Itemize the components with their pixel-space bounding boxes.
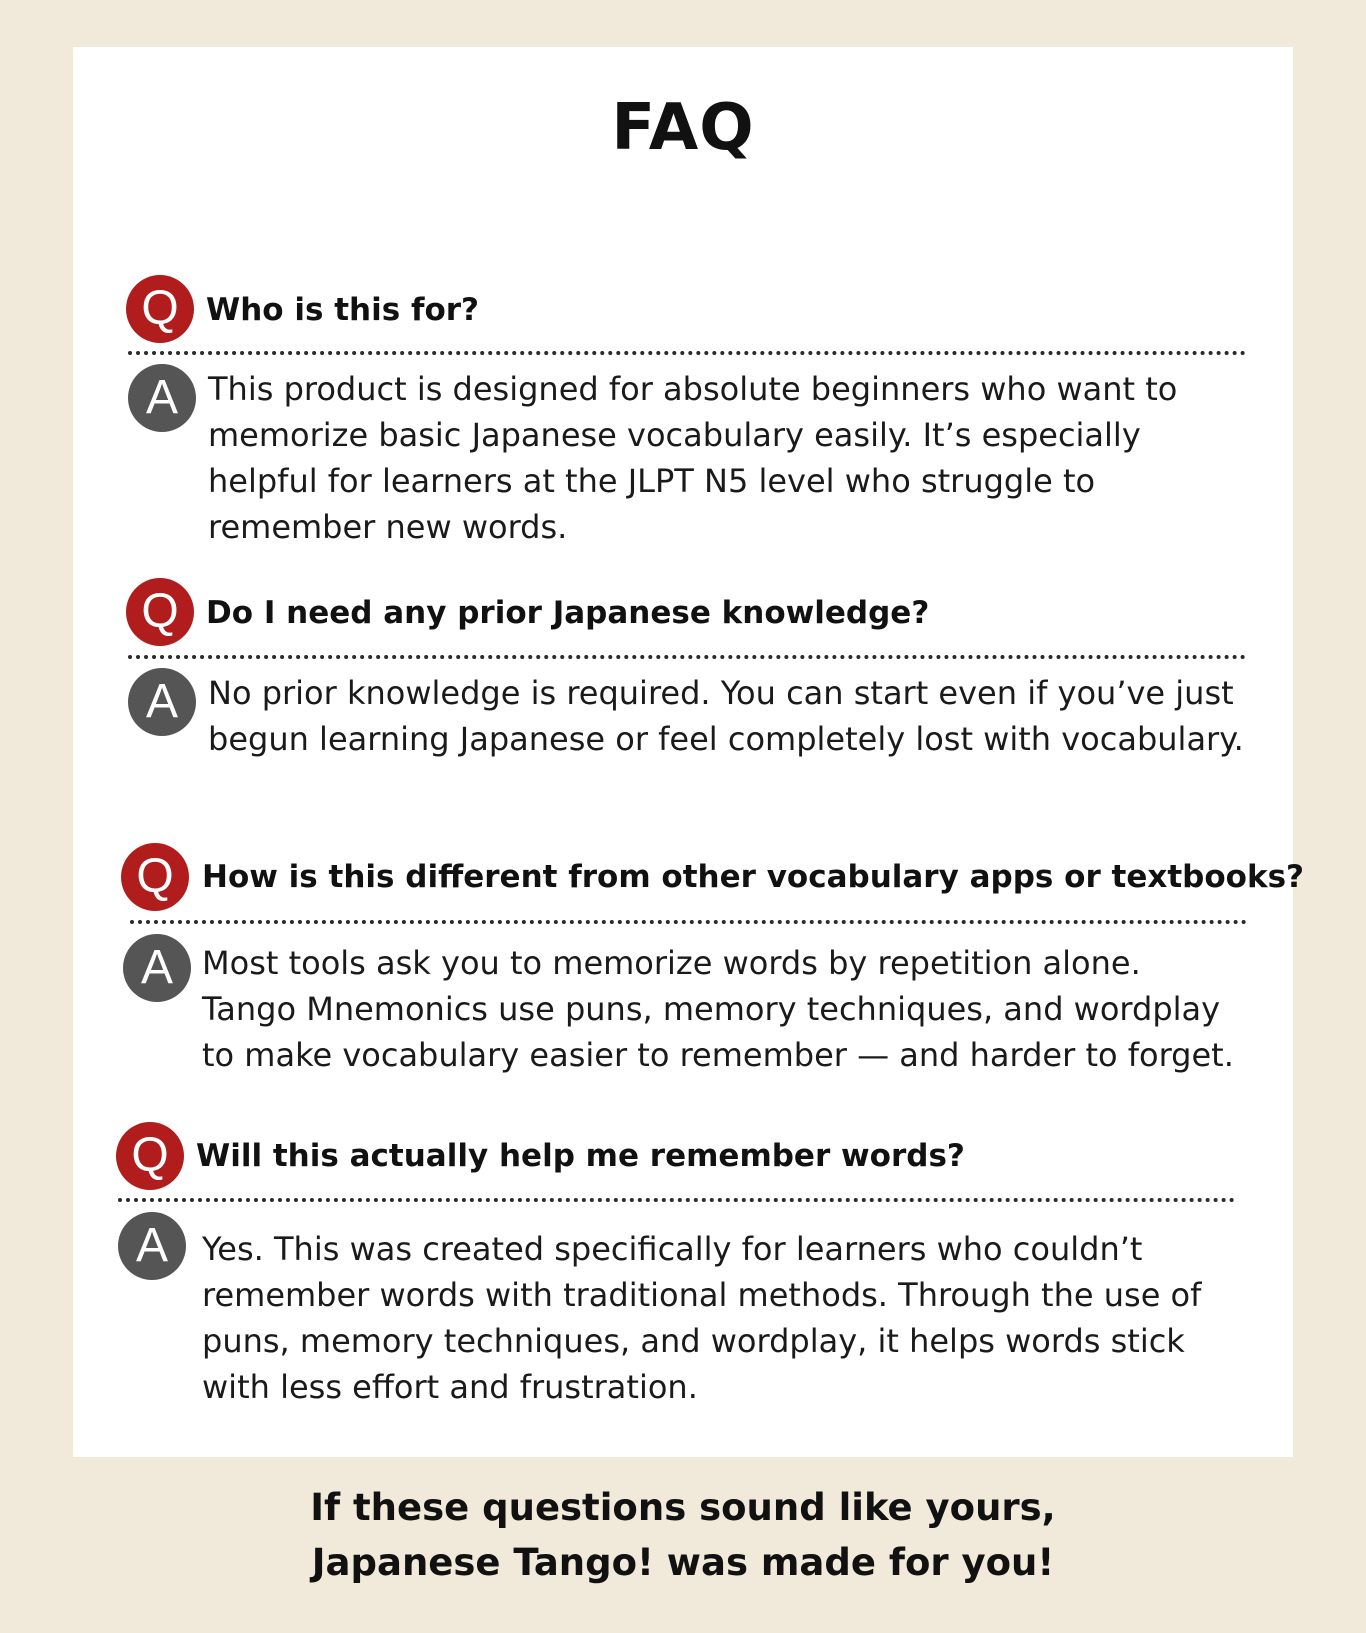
answer-line: Tango Mnemonics use puns, memory techniques, and wordplay [202, 990, 1221, 1028]
answer-line: Most tools ask you to memorize words by repetition alone. [202, 944, 1141, 982]
divider [130, 920, 1247, 924]
divider [118, 1198, 1235, 1202]
answer-text [208, 366, 1177, 550]
divider [128, 655, 1246, 659]
answer-line: memorize basic Japanese vocabulary easily. It’s especially [208, 416, 1141, 454]
answer-line: This product is designed for absolute beginners who want to [208, 370, 1178, 408]
answer-text [208, 670, 1244, 762]
answer-line: remember new words. [208, 508, 568, 546]
cta-line: Japanese Tango! was made for you! [311, 1541, 1055, 1584]
answer-line: No prior knowledge is required. You can start even if you’ve just [208, 674, 1234, 712]
answer-text [202, 940, 1234, 1078]
answer-badge: A [118, 1212, 186, 1280]
answer-text [202, 1226, 1201, 1410]
answer-line: to make vocabulary easier to remember — and harder to forget. [202, 1036, 1234, 1074]
answer-line: puns, memory techniques, and wordplay, it helps words stick [202, 1322, 1185, 1360]
answer-line: helpful for learners at the JLPT N5 level who struggle to [208, 462, 1096, 500]
question-badge: Q [126, 578, 194, 646]
answer-line: Yes. This was created specifically for learners who couldn’t [202, 1230, 1143, 1268]
answer-line: with less effort and frustration. [202, 1368, 698, 1406]
question-text: Do I need any prior Japanese knowledge? [206, 595, 930, 631]
answer-badge: A [128, 364, 196, 432]
question-text: Who is this for? [206, 292, 480, 328]
call-to-action [0, 1480, 1366, 1590]
page-title: FAQ [611, 91, 755, 165]
question-badge: Q [116, 1122, 184, 1190]
answer-badge: A [123, 934, 191, 1002]
answer-badge: A [128, 668, 196, 736]
question-text: How is this different from other vocabulary apps or textbooks? [202, 859, 1305, 895]
question-badge: Q [126, 275, 194, 343]
answer-line: begun learning Japanese or feel completely lost with vocabulary. [208, 720, 1244, 758]
answer-line: remember words with traditional methods. Through the use of [202, 1276, 1202, 1314]
question-text: Will this actually help me remember words? [196, 1138, 965, 1174]
cta-line: If these questions sound like yours, [310, 1486, 1056, 1529]
question-badge: Q [121, 843, 189, 911]
divider [128, 351, 1246, 355]
